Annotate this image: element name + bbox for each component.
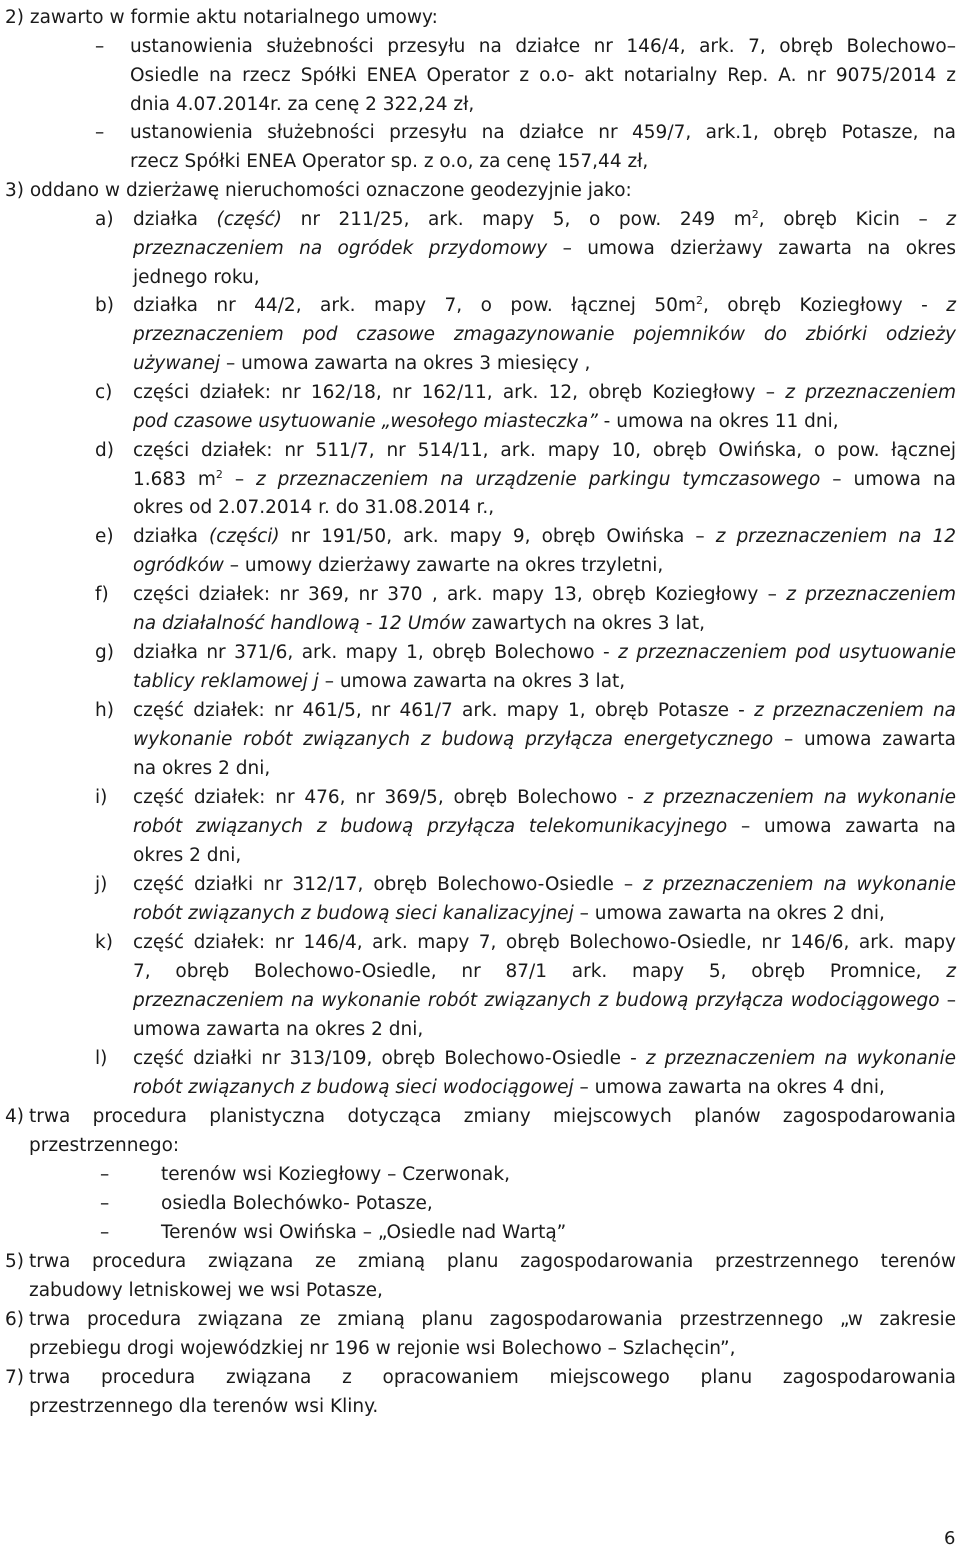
item-7-line2: przestrzennego dla terenów wsi Kliny. bbox=[29, 1396, 379, 1417]
item-3c-line2: pod czasowe usytuowanie „wesołego miasteczka” - umowa na okres 11 dni, bbox=[133, 411, 839, 432]
item-3g-line2: tablicy reklamowej j – umowa zawarta na okres 3 lat, bbox=[133, 671, 626, 692]
list-marker-l: l) bbox=[95, 1048, 108, 1069]
list-marker-j: j) bbox=[95, 874, 108, 895]
item-3i-line3: okres 2 dni, bbox=[133, 845, 242, 866]
list-marker-a: a) bbox=[95, 209, 114, 230]
item-5-number: 5) bbox=[5, 1251, 24, 1272]
item-7-line1: trwa procedura związana z opracowaniem miejscowego planu zagospodarowania bbox=[29, 1367, 956, 1388]
item-3a-line3: jednego roku, bbox=[133, 267, 260, 288]
item-2-dash1-line1: ustanowienia służebności przesyłu na działce nr 146/4, ark. 7, obręb Bolechowo– bbox=[130, 36, 956, 57]
item-4-bullet-2: osiedla Bolechówko- Potasze, bbox=[161, 1193, 433, 1214]
dash-marker: – bbox=[100, 1193, 110, 1214]
dash-marker: – bbox=[95, 36, 105, 57]
item-3d-line3: okres od 2.07.2014 r. do 31.08.2014 r., bbox=[133, 497, 495, 518]
item-2-heading: 2) zawarto w formie aktu notarialnego umowy: bbox=[5, 7, 438, 28]
item-4-bullet-1: terenów wsi Koziegłowy – Czerwonak, bbox=[161, 1164, 510, 1185]
item-2-dash1-line2: Osiedle na rzecz Spółki ENEA Operator z o.o- akt notarialny Rep. A. nr 9075/2014 z bbox=[130, 65, 956, 86]
list-marker-b: b) bbox=[95, 295, 114, 316]
item-3i-line2: robót związanych z budową przyłącza telekomunikacyjnego – umowa zawarta na bbox=[133, 816, 956, 837]
item-3l-line1: część działki nr 313/109, obręb Bolechowo-Osiedle - z przeznaczeniem na wykonanie bbox=[133, 1048, 956, 1069]
item-3f-line2: na działalność handlową - 12 Umów zawartych na okres 3 lat, bbox=[133, 613, 706, 634]
item-3a-line1: działka (część) nr 211/25, ark. mapy 5, o pow. 249 $m^2$, obręb Kicin – z bbox=[133, 207, 956, 230]
item-4-number: 4) bbox=[5, 1106, 24, 1127]
item-6-line2: przebiegu drogi wojewódzkiej nr 196 w rejonie wsi Bolechowo – Szlachęcin”, bbox=[29, 1338, 736, 1359]
item-6-line1: trwa procedura związana ze zmianą planu zagospodarowania przestrzennego „w zakresie bbox=[29, 1309, 956, 1330]
item-5-line2: zabudowy letniskowej we wsi Potasze, bbox=[29, 1280, 383, 1301]
list-marker-g: g) bbox=[95, 642, 114, 663]
item-3-heading: 3) oddano w dzierżawę nieruchomości oznaczone geodezyjnie jako: bbox=[5, 180, 632, 201]
page-number: 6 bbox=[944, 1528, 956, 1549]
list-marker-e: e) bbox=[95, 526, 114, 547]
item-3c-line1: części działek: nr 162/18, nr 162/11, ark. 12, obręb Koziegłowy – z przeznaczeniem bbox=[133, 382, 956, 403]
item-3f-line1: części działek: nr 369, nr 370 , ark. mapy 13, obręb Koziegłowy – z przeznaczeniem bbox=[133, 584, 957, 605]
item-2-dash2-line1: ustanowienia służebności przesyłu na działce nr 459/7, ark.1, obręb Potasze, na bbox=[130, 122, 956, 143]
item-3j-line1: część działki nr 312/17, obręb Bolechowo-Osiedle – z przeznaczeniem na wykonanie bbox=[133, 874, 956, 895]
item-3d-line1: części działek: nr 511/7, nr 514/11, ark. mapy 10, obręb Owińska, o pow. łącznej bbox=[133, 440, 956, 461]
list-marker-h: h) bbox=[95, 700, 114, 721]
item-3b-line2: przeznaczeniem pod czasowe zmagazynowanie pojemników do zbiórki odzieży bbox=[133, 324, 956, 345]
item-4-line2: przestrzennego: bbox=[29, 1135, 180, 1156]
item-2-dash2-line2: rzecz Spółki ENEA Operator sp. z o.o, za cenę 157,44 zł, bbox=[130, 151, 649, 172]
item-3d-line2: 1.683 $m^2$ – z przeznaczeniem na urządzenie parkingu tymczasowego – umowa na bbox=[133, 467, 956, 490]
item-3k-line2: 7, obręb Bolechowo-Osiedle, nr 87/1 ark. mapy 5, obręb Promnice, z bbox=[133, 961, 956, 982]
item-3e-line1: działka (części) nr 191/50, ark. mapy 9, obręb Owińska – z przeznaczeniem na 12 bbox=[133, 526, 957, 547]
list-marker-c: c) bbox=[95, 382, 113, 403]
dash-marker: – bbox=[100, 1222, 110, 1243]
item-3a-line2: przeznaczeniem na ogródek przydomowy – umowa dzierżawy zawarta na okres bbox=[133, 238, 956, 259]
item-4-bullet-3: Terenów wsi Owińska – „Osiedle nad Wartą” bbox=[161, 1222, 567, 1243]
dash-marker: – bbox=[100, 1164, 110, 1185]
item-5-line1: trwa procedura związana ze zmianą planu zagospodarowania przestrzennego terenów bbox=[29, 1251, 956, 1272]
item-3g-line1: działka nr 371/6, ark. mapy 1, obręb Bolechowo - z przeznaczeniem pod usytuowanie bbox=[133, 642, 956, 663]
item-3i-line1: część działek: nr 476, nr 369/5, obręb Bolechowo - z przeznaczeniem na wykonanie bbox=[133, 787, 956, 808]
list-marker-k: k) bbox=[95, 932, 113, 953]
item-4-line1: trwa procedura planistyczna dotycząca zmiany miejscowych planów zagospodarowania bbox=[29, 1106, 956, 1127]
item-2-dash1-line3: dnia 4.07.2014r. za cenę 2 322,24 zł, bbox=[130, 94, 475, 115]
item-3k-line4: umowa zawarta na okres 2 dni, bbox=[133, 1019, 424, 1040]
item-3k-line3: przeznaczeniem na wykonanie robót związanych z budową przyłącza wodociągowego – bbox=[133, 990, 956, 1011]
item-3h-line2: wykonanie robót związanych z budową przyłącza energetycznego – umowa zawarta bbox=[133, 729, 956, 750]
dash-marker: – bbox=[95, 122, 105, 143]
list-marker-i: i) bbox=[95, 787, 108, 808]
item-6-number: 6) bbox=[5, 1309, 24, 1330]
item-3b-line3: używanej – umowa zawarta na okres 3 miesięcy , bbox=[133, 353, 591, 374]
list-marker-d: d) bbox=[95, 440, 114, 461]
item-7-number: 7) bbox=[5, 1367, 24, 1388]
item-3b-line1: działka nr 44/2, ark. mapy 7, o pow. łącznej $50m^2$, obręb Koziegłowy - z bbox=[133, 293, 957, 316]
item-3l-line2: robót związanych z budową sieci wodociągowej – umowa zawarta na okres 4 dni, bbox=[133, 1077, 885, 1098]
item-3k-line1: część działek: nr 146/4, ark. mapy 7, obręb Bolechowo-Osiedle, nr 146/6, ark. mapy bbox=[133, 932, 956, 953]
item-3e-line2: ogródków – umowy dzierżawy zawarte na okres trzyletni, bbox=[133, 555, 664, 576]
item-3h-line3: na okres 2 dni, bbox=[133, 758, 271, 779]
item-3h-line1: część działek: nr 461/5, nr 461/7 ark. mapy 1, obręb Potasze - z przeznaczeniem na bbox=[133, 700, 957, 721]
list-marker-f: f) bbox=[95, 584, 109, 605]
item-3j-line2: robót związanych z budową sieci kanalizacyjnej – umowa zawarta na okres 2 dni, bbox=[133, 903, 885, 924]
